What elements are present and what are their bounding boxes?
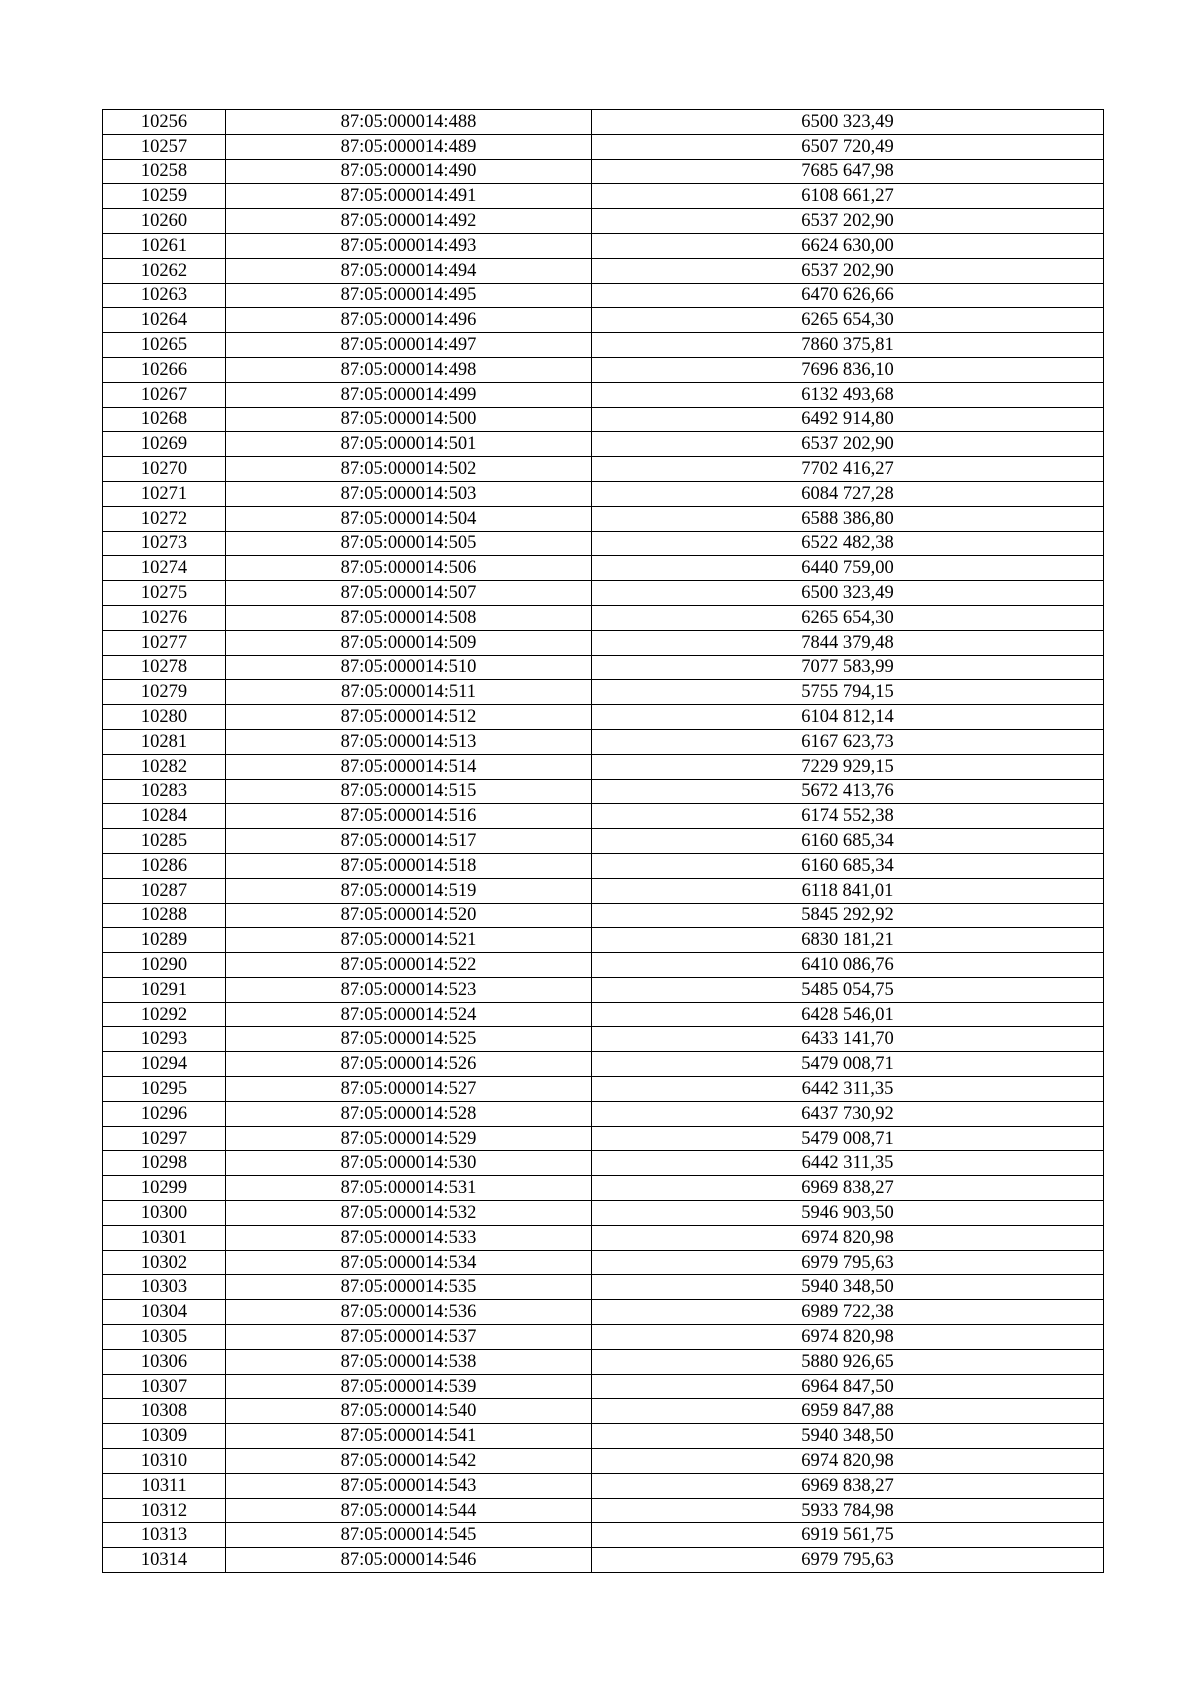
row-number-cell: 10290 [103, 953, 226, 978]
cadastral-number-cell: 87:05:000014:516 [226, 804, 592, 829]
cadastral-value-cell: 6964 847,50 [592, 1374, 1104, 1399]
cadastral-number-cell: 87:05:000014:492 [226, 209, 592, 234]
cadastral-value-cell: 6969 838,27 [592, 1473, 1104, 1498]
table-row [103, 729, 1104, 754]
row-number-cell: 10280 [103, 705, 226, 730]
cadastral-number-cell: 87:05:000014:525 [226, 1027, 592, 1052]
row-number-cell: 10292 [103, 1002, 226, 1027]
cadastral-value-cell: 6537 202,90 [592, 258, 1104, 283]
cadastral-number-cell: 87:05:000014:488 [226, 110, 592, 135]
table-row [103, 581, 1104, 606]
table-row [103, 159, 1104, 184]
cadastral-value-cell: 7702 416,27 [592, 457, 1104, 482]
table-row [103, 605, 1104, 630]
row-number-cell: 10299 [103, 1176, 226, 1201]
cadastral-value-cell: 6084 727,28 [592, 481, 1104, 506]
table-row [103, 432, 1104, 457]
row-number-cell: 10264 [103, 308, 226, 333]
cadastral-number-cell: 87:05:000014:510 [226, 655, 592, 680]
cadastral-value-cell: 6507 720,49 [592, 134, 1104, 159]
cadastral-number-cell: 87:05:000014:520 [226, 903, 592, 928]
row-number-cell: 10271 [103, 481, 226, 506]
cadastral-value-cell: 6440 759,00 [592, 556, 1104, 581]
cadastral-number-cell: 87:05:000014:544 [226, 1498, 592, 1523]
cadastral-value-cell: 5880 926,65 [592, 1349, 1104, 1374]
table-row [103, 1399, 1104, 1424]
table-row [103, 878, 1104, 903]
cadastral-value-cell: 7685 647,98 [592, 159, 1104, 184]
table-row [103, 1250, 1104, 1275]
table-row [103, 110, 1104, 135]
table-row [103, 1424, 1104, 1449]
cadastral-value-cell: 6410 086,76 [592, 953, 1104, 978]
cadastral-number-cell: 87:05:000014:524 [226, 1002, 592, 1027]
row-number-cell: 10309 [103, 1424, 226, 1449]
cadastral-number-cell: 87:05:000014:521 [226, 928, 592, 953]
row-number-cell: 10281 [103, 729, 226, 754]
cadastral-value-cell: 6974 820,98 [592, 1449, 1104, 1474]
cadastral-number-cell: 87:05:000014:531 [226, 1176, 592, 1201]
row-number-cell: 10283 [103, 779, 226, 804]
table-row [103, 829, 1104, 854]
cadastral-number-cell: 87:05:000014:537 [226, 1325, 592, 1350]
row-number-cell: 10302 [103, 1250, 226, 1275]
cadastral-number-cell: 87:05:000014:495 [226, 283, 592, 308]
cadastral-value-cell: 6979 795,63 [592, 1250, 1104, 1275]
cadastral-number-cell: 87:05:000014:504 [226, 506, 592, 531]
row-number-cell: 10295 [103, 1077, 226, 1102]
row-number-cell: 10296 [103, 1101, 226, 1126]
cadastral-number-cell: 87:05:000014:509 [226, 630, 592, 655]
row-number-cell: 10285 [103, 829, 226, 854]
cadastral-value-cell: 7077 583,99 [592, 655, 1104, 680]
cadastral-number-cell: 87:05:000014:511 [226, 680, 592, 705]
cadastral-value-cell: 6500 323,49 [592, 110, 1104, 135]
cadastral-value-cell: 6588 386,80 [592, 506, 1104, 531]
row-number-cell: 10303 [103, 1275, 226, 1300]
cadastral-number-cell: 87:05:000014:539 [226, 1374, 592, 1399]
table-row [103, 134, 1104, 159]
cadastral-value-cell: 6537 202,90 [592, 432, 1104, 457]
cadastral-value-cell: 6624 630,00 [592, 233, 1104, 258]
row-number-cell: 10265 [103, 333, 226, 358]
cadastral-number-cell: 87:05:000014:538 [226, 1349, 592, 1374]
row-number-cell: 10308 [103, 1399, 226, 1424]
cadastral-value-cell: 6500 323,49 [592, 581, 1104, 606]
cadastral-value-cell: 5479 008,71 [592, 1052, 1104, 1077]
row-number-cell: 10275 [103, 581, 226, 606]
cadastral-value-cell: 5755 794,15 [592, 680, 1104, 705]
table-row [103, 209, 1104, 234]
cadastral-number-cell: 87:05:000014:491 [226, 184, 592, 209]
row-number-cell: 10312 [103, 1498, 226, 1523]
row-number-cell: 10289 [103, 928, 226, 953]
cadastral-number-cell: 87:05:000014:498 [226, 357, 592, 382]
cadastral-value-cell: 6433 141,70 [592, 1027, 1104, 1052]
row-number-cell: 10256 [103, 110, 226, 135]
table-row [103, 655, 1104, 680]
cadastral-value-cell: 6537 202,90 [592, 209, 1104, 234]
cadastral-number-cell: 87:05:000014:529 [226, 1126, 592, 1151]
table-row [103, 953, 1104, 978]
table-row [103, 1176, 1104, 1201]
cadastral-number-cell: 87:05:000014:513 [226, 729, 592, 754]
table-row [103, 481, 1104, 506]
cadastral-value-cell: 6104 812,14 [592, 705, 1104, 730]
cadastral-number-cell: 87:05:000014:518 [226, 853, 592, 878]
table-row [103, 1002, 1104, 1027]
cadastral-number-cell: 87:05:000014:514 [226, 754, 592, 779]
row-number-cell: 10277 [103, 630, 226, 655]
row-number-cell: 10286 [103, 853, 226, 878]
cadastral-number-cell: 87:05:000014:528 [226, 1101, 592, 1126]
row-number-cell: 10266 [103, 357, 226, 382]
cadastral-value-cell: 6160 685,34 [592, 829, 1104, 854]
cadastral-number-cell: 87:05:000014:526 [226, 1052, 592, 1077]
table-row [103, 184, 1104, 209]
row-number-cell: 10268 [103, 407, 226, 432]
table-row [103, 457, 1104, 482]
cadastral-value-cell: 6979 795,63 [592, 1548, 1104, 1573]
row-number-cell: 10270 [103, 457, 226, 482]
cadastral-value-cell: 5933 784,98 [592, 1498, 1104, 1523]
table-row [103, 1449, 1104, 1474]
row-number-cell: 10300 [103, 1201, 226, 1226]
table-row [103, 333, 1104, 358]
cadastral-value-cell: 6265 654,30 [592, 308, 1104, 333]
cadastral-value-cell: 6470 626,66 [592, 283, 1104, 308]
cadastral-number-cell: 87:05:000014:536 [226, 1300, 592, 1325]
cadastral-value-cell: 6442 311,35 [592, 1151, 1104, 1176]
row-number-cell: 10311 [103, 1473, 226, 1498]
table-row [103, 1201, 1104, 1226]
cadastral-value-cell: 7229 929,15 [592, 754, 1104, 779]
table-row [103, 1325, 1104, 1350]
row-number-cell: 10260 [103, 209, 226, 234]
row-number-cell: 10305 [103, 1325, 226, 1350]
row-number-cell: 10272 [103, 506, 226, 531]
cadastral-number-cell: 87:05:000014:494 [226, 258, 592, 283]
table-row [103, 258, 1104, 283]
cadastral-value-cell: 6132 493,68 [592, 382, 1104, 407]
table-row [103, 853, 1104, 878]
table-row [103, 1548, 1104, 1573]
cadastral-value-table [102, 109, 1104, 1573]
cadastral-value-cell: 6428 546,01 [592, 1002, 1104, 1027]
row-number-cell: 10276 [103, 605, 226, 630]
row-number-cell: 10314 [103, 1548, 226, 1573]
cadastral-value-cell: 6830 181,21 [592, 928, 1104, 953]
cadastral-value-cell: 6265 654,30 [592, 605, 1104, 630]
row-number-cell: 10259 [103, 184, 226, 209]
row-number-cell: 10301 [103, 1225, 226, 1250]
table-row [103, 977, 1104, 1002]
cadastral-number-cell: 87:05:000014:501 [226, 432, 592, 457]
table-row [103, 506, 1104, 531]
cadastral-value-cell: 7860 375,81 [592, 333, 1104, 358]
cadastral-number-cell: 87:05:000014:512 [226, 705, 592, 730]
row-number-cell: 10258 [103, 159, 226, 184]
row-number-cell: 10267 [103, 382, 226, 407]
cadastral-value-cell: 6522 482,38 [592, 531, 1104, 556]
cadastral-number-cell: 87:05:000014:496 [226, 308, 592, 333]
cadastral-number-cell: 87:05:000014:534 [226, 1250, 592, 1275]
table-row [103, 1374, 1104, 1399]
cadastral-value-cell: 6492 914,80 [592, 407, 1104, 432]
table-row [103, 1077, 1104, 1102]
cadastral-value-cell: 6969 838,27 [592, 1176, 1104, 1201]
cadastral-number-cell: 87:05:000014:523 [226, 977, 592, 1002]
table-row [103, 754, 1104, 779]
cadastral-number-cell: 87:05:000014:519 [226, 878, 592, 903]
table-row [103, 1300, 1104, 1325]
row-number-cell: 10307 [103, 1374, 226, 1399]
table-row [103, 804, 1104, 829]
row-number-cell: 10278 [103, 655, 226, 680]
row-number-cell: 10262 [103, 258, 226, 283]
cadastral-value-cell: 6437 730,92 [592, 1101, 1104, 1126]
row-number-cell: 10263 [103, 283, 226, 308]
row-number-cell: 10273 [103, 531, 226, 556]
cadastral-number-cell: 87:05:000014:497 [226, 333, 592, 358]
table-row [103, 1027, 1104, 1052]
cadastral-number-cell: 87:05:000014:508 [226, 605, 592, 630]
cadastral-value-cell: 6974 820,98 [592, 1325, 1104, 1350]
table-row [103, 1151, 1104, 1176]
table-row [103, 1052, 1104, 1077]
table-row [103, 382, 1104, 407]
table-row [103, 1101, 1104, 1126]
cadastral-value-cell: 7844 379,48 [592, 630, 1104, 655]
cadastral-number-cell: 87:05:000014:535 [226, 1275, 592, 1300]
cadastral-value-cell: 6919 561,75 [592, 1523, 1104, 1548]
cadastral-number-cell: 87:05:000014:545 [226, 1523, 592, 1548]
cadastral-value-cell: 6167 623,73 [592, 729, 1104, 754]
cadastral-number-cell: 87:05:000014:522 [226, 953, 592, 978]
row-number-cell: 10293 [103, 1027, 226, 1052]
row-number-cell: 10288 [103, 903, 226, 928]
row-number-cell: 10291 [103, 977, 226, 1002]
cadastral-value-cell: 6118 841,01 [592, 878, 1104, 903]
row-number-cell: 10279 [103, 680, 226, 705]
row-number-cell: 10306 [103, 1349, 226, 1374]
table-row [103, 630, 1104, 655]
cadastral-value-cell: 6442 311,35 [592, 1077, 1104, 1102]
row-number-cell: 10257 [103, 134, 226, 159]
cadastral-number-cell: 87:05:000014:499 [226, 382, 592, 407]
cadastral-number-cell: 87:05:000014:503 [226, 481, 592, 506]
table-row [103, 1473, 1104, 1498]
row-number-cell: 10287 [103, 878, 226, 903]
cadastral-number-cell: 87:05:000014:506 [226, 556, 592, 581]
cadastral-value-cell: 6108 661,27 [592, 184, 1104, 209]
table-row [103, 1275, 1104, 1300]
table-row [103, 928, 1104, 953]
cadastral-value-cell: 6974 820,98 [592, 1225, 1104, 1250]
table-row [103, 1523, 1104, 1548]
cadastral-number-cell: 87:05:000014:507 [226, 581, 592, 606]
cadastral-number-cell: 87:05:000014:532 [226, 1201, 592, 1226]
cadastral-number-cell: 87:05:000014:505 [226, 531, 592, 556]
cadastral-number-cell: 87:05:000014:527 [226, 1077, 592, 1102]
cadastral-number-cell: 87:05:000014:489 [226, 134, 592, 159]
cadastral-number-cell: 87:05:000014:543 [226, 1473, 592, 1498]
cadastral-number-cell: 87:05:000014:542 [226, 1449, 592, 1474]
cadastral-number-cell: 87:05:000014:540 [226, 1399, 592, 1424]
cadastral-value-cell: 7696 836,10 [592, 357, 1104, 382]
table-row [103, 308, 1104, 333]
row-number-cell: 10282 [103, 754, 226, 779]
table-row [103, 1225, 1104, 1250]
cadastral-number-cell: 87:05:000014:546 [226, 1548, 592, 1573]
cadastral-number-cell: 87:05:000014:515 [226, 779, 592, 804]
table-row [103, 407, 1104, 432]
row-number-cell: 10297 [103, 1126, 226, 1151]
table-row [103, 357, 1104, 382]
cadastral-value-cell: 5485 054,75 [592, 977, 1104, 1002]
cadastral-value-cell: 6959 847,88 [592, 1399, 1104, 1424]
cadastral-value-cell: 6174 552,38 [592, 804, 1104, 829]
row-number-cell: 10294 [103, 1052, 226, 1077]
cadastral-value-cell: 5946 903,50 [592, 1201, 1104, 1226]
cadastral-value-cell: 5845 292,92 [592, 903, 1104, 928]
table-row [103, 233, 1104, 258]
row-number-cell: 10261 [103, 233, 226, 258]
cadastral-value-cell: 6989 722,38 [592, 1300, 1104, 1325]
table-row [103, 680, 1104, 705]
row-number-cell: 10298 [103, 1151, 226, 1176]
cadastral-number-cell: 87:05:000014:500 [226, 407, 592, 432]
cadastral-value-cell: 5672 413,76 [592, 779, 1104, 804]
cadastral-value-cell: 5479 008,71 [592, 1126, 1104, 1151]
table-row [103, 903, 1104, 928]
cadastral-value-cell: 5940 348,50 [592, 1424, 1104, 1449]
table-row [103, 1349, 1104, 1374]
cadastral-number-cell: 87:05:000014:502 [226, 457, 592, 482]
table-row [103, 556, 1104, 581]
cadastral-value-cell: 5940 348,50 [592, 1275, 1104, 1300]
cadastral-number-cell: 87:05:000014:530 [226, 1151, 592, 1176]
cadastral-number-cell: 87:05:000014:541 [226, 1424, 592, 1449]
table-row [103, 1126, 1104, 1151]
row-number-cell: 10310 [103, 1449, 226, 1474]
table-row [103, 531, 1104, 556]
row-number-cell: 10274 [103, 556, 226, 581]
table-row [103, 705, 1104, 730]
row-number-cell: 10313 [103, 1523, 226, 1548]
table-row [103, 283, 1104, 308]
cadastral-number-cell: 87:05:000014:493 [226, 233, 592, 258]
table-row [103, 779, 1104, 804]
table-row [103, 1498, 1104, 1523]
cadastral-number-cell: 87:05:000014:517 [226, 829, 592, 854]
row-number-cell: 10269 [103, 432, 226, 457]
row-number-cell: 10284 [103, 804, 226, 829]
cadastral-number-cell: 87:05:000014:533 [226, 1225, 592, 1250]
table-body [103, 110, 1104, 1573]
cadastral-value-cell: 6160 685,34 [592, 853, 1104, 878]
row-number-cell: 10304 [103, 1300, 226, 1325]
cadastral-number-cell: 87:05:000014:490 [226, 159, 592, 184]
